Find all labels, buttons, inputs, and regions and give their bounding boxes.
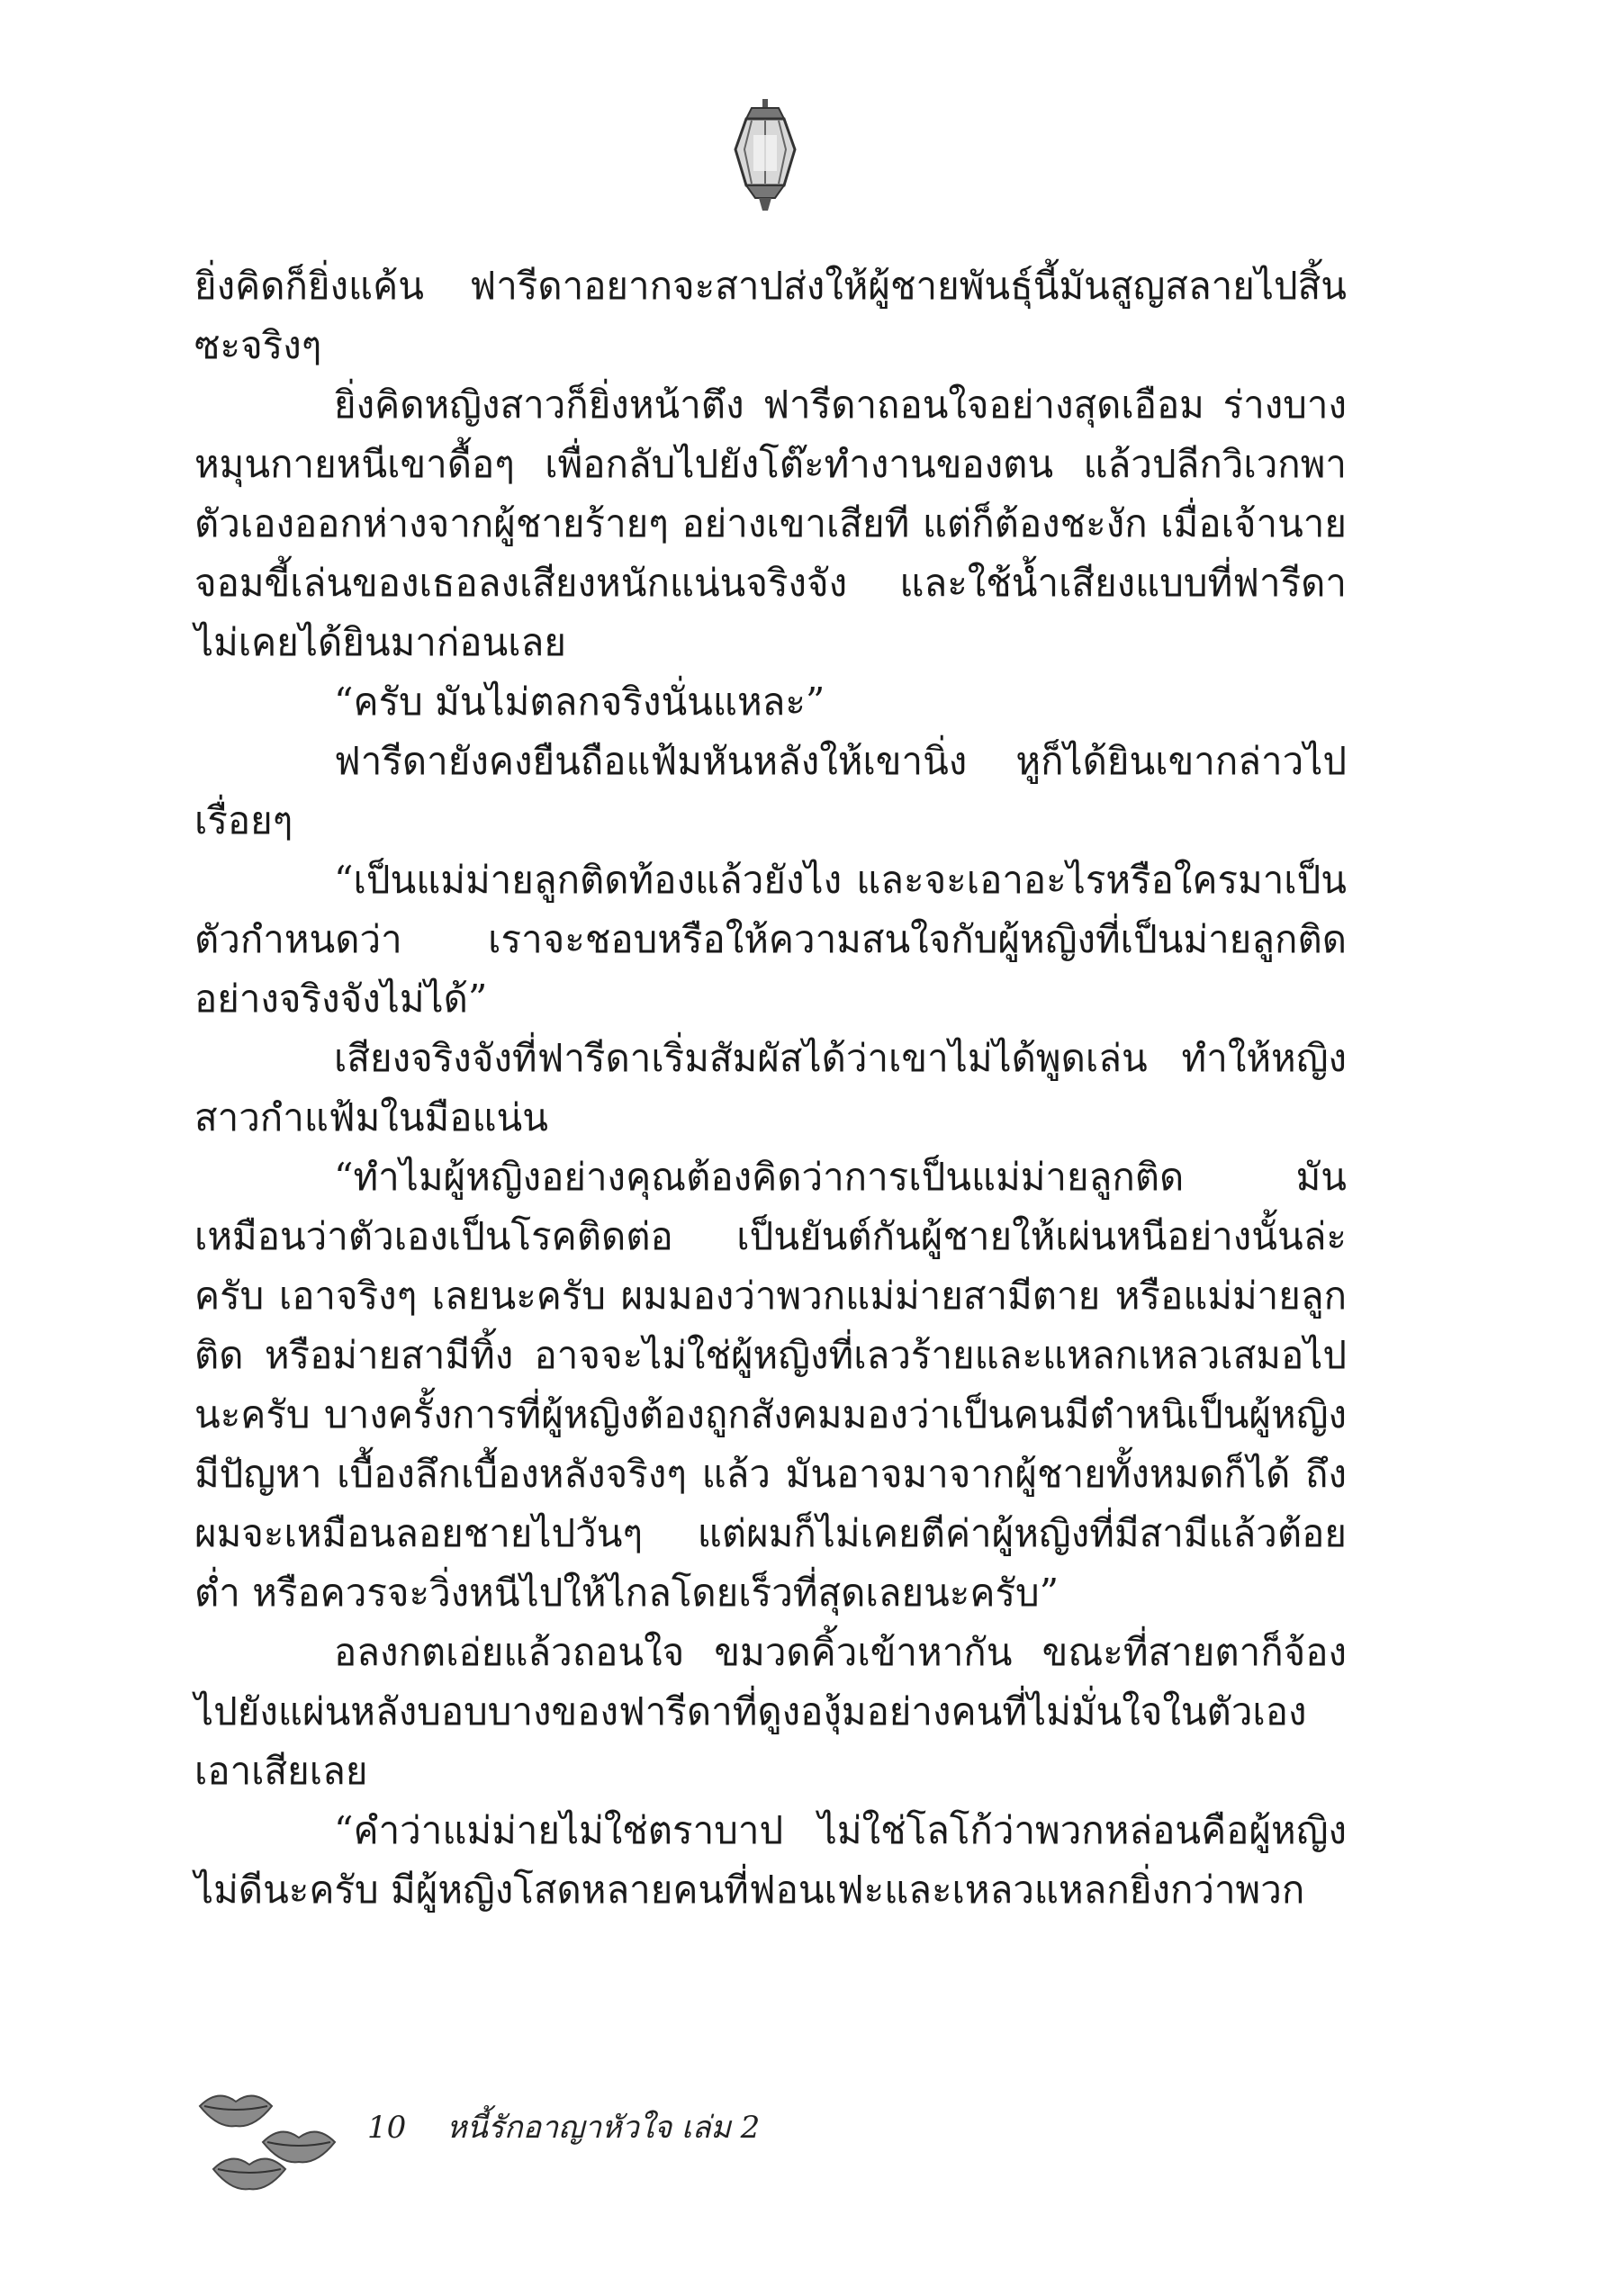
paragraph: “เป็นแม่ม่ายลูกติดท้องแล้วยังไง และจะเอาอะไรหรือใครมาเป็นตัวกำหนดว่า เราจะชอบหรือให้ความสนใจกับผู้หญิงที่เป็นม่ายลูกติดอย่างจริงจังไม่ได้” — [194, 858, 1347, 1021]
paragraph: “คำว่าแม่ม่ายไม่ใช่ตราบาป ไม่ใช่โลโก้ว่าพวกหล่อนคือผู้หญิงไม่ดีนะครับ มีผู้หญิงโสดหลายคนที่ฟอนเฟะและเหลวแหลกยิ่งกว่าพวก — [194, 1808, 1347, 1912]
paragraph: ยิ่งคิดก็ยิ่งแค้น ฟารีดาอยากจะสาปส่งให้ผู้ชายพันธุ์นี้มันสูญสลายไปสิ้นซะจริงๆ — [194, 264, 1347, 367]
page-footer — [367, 2102, 760, 2151]
page-number: 10 — [367, 2110, 407, 2146]
paragraph: ยิ่งคิดหญิงสาวก็ยิ่งหน้าตึง ฟารีดาถอนใจอย่างสุดเอือม ร่างบางหมุนกายหนีเขาดื้อๆ เพื่อกลับไปยังโต๊ะทำงานของตน แล้วปลีกวิเวกพาตัวเองออกห่างจากผู้ชายร้ายๆ อย่างเขาเสียที แต่ก็ต้องชะงัก เมื่อเจ้านายจอมขี้เล่นของเธอลงเสียงหนักแน่นจริงจัง และใช้น้ำเสียงแบบที่ฟารีดาไม่เคยได้ยินมาก่อนเลย — [194, 383, 1347, 664]
paragraph: ฟารีดายังคงยืนถือแฟ้มหันหลังให้เขานิ่ง หูก็ได้ยินเขากล่าวไปเรื่อยๆ — [194, 739, 1347, 842]
book-title: หนี้รักอาญาหัวใจ เล่ม 2 — [446, 2110, 761, 2146]
paragraph: เสียงจริงจังที่ฟารีดาเริ่มสัมผัสได้ว่าเขาไม่ได้พูดเล่น ทำให้หญิงสาวกำแฟ้มในมือแน่น — [194, 1036, 1347, 1139]
paragraph: “ครับ มันไม่ตลกจริงนั่นแหละ” — [334, 680, 825, 724]
paragraph: อลงกตเอ่ยแล้วถอนใจ ขมวดคิ้วเข้าหากัน ขณะที่สายตาก็จ้องไปยังแผ่นหลังบอบบางของฟารีดาที่ดูงองุ้มอย่างคนที่ไม่มั่นใจในตัวเองเอาเสียเลย — [194, 1630, 1347, 1793]
paragraph: “ทำไมผู้หญิงอย่างคุณต้องคิดว่าการเป็นแม่ม่ายลูกติด มันเหมือนว่าตัวเองเป็นโรคติดต่อ เป็นยันต์กันผู้ชายให้เผ่นหนีอย่างนั้นล่ะครับ เอาจริงๆ เลยนะครับ ผมมองว่าพวกแม่ม่ายสามีตาย หรือแม่ม่ายลูกติด หรือม่ายสามีทิ้ง อาจจะไม่ใช่ผู้หญิงที่เลวร้ายและแหลกเหลวเสมอไปนะครับ บางครั้งการที่ผู้หญิงต้องถูกสังคมมองว่าเป็นคนมีตำหนิเป็นผู้หญิงมีปัญหา เบื้องลึกเบื้องหลังจริงๆ แล้ว มันอาจมาจากผู้ชายทั้งหมดก็ได้ ถึงผมจะเหมือนลอยชายไปวันๆ แต่ผมก็ไม่เคยตีค่าผู้หญิงที่มีสามีแล้วต้อยต่ำ หรือควรจะวิ่งหนีไปให้ไกลโดยเร็วที่สุดเลยนะครับ” — [194, 1155, 1347, 1615]
body-text — [194, 257, 1347, 1920]
lantern-icon — [725, 99, 806, 216]
lips-icon — [191, 2079, 348, 2214]
